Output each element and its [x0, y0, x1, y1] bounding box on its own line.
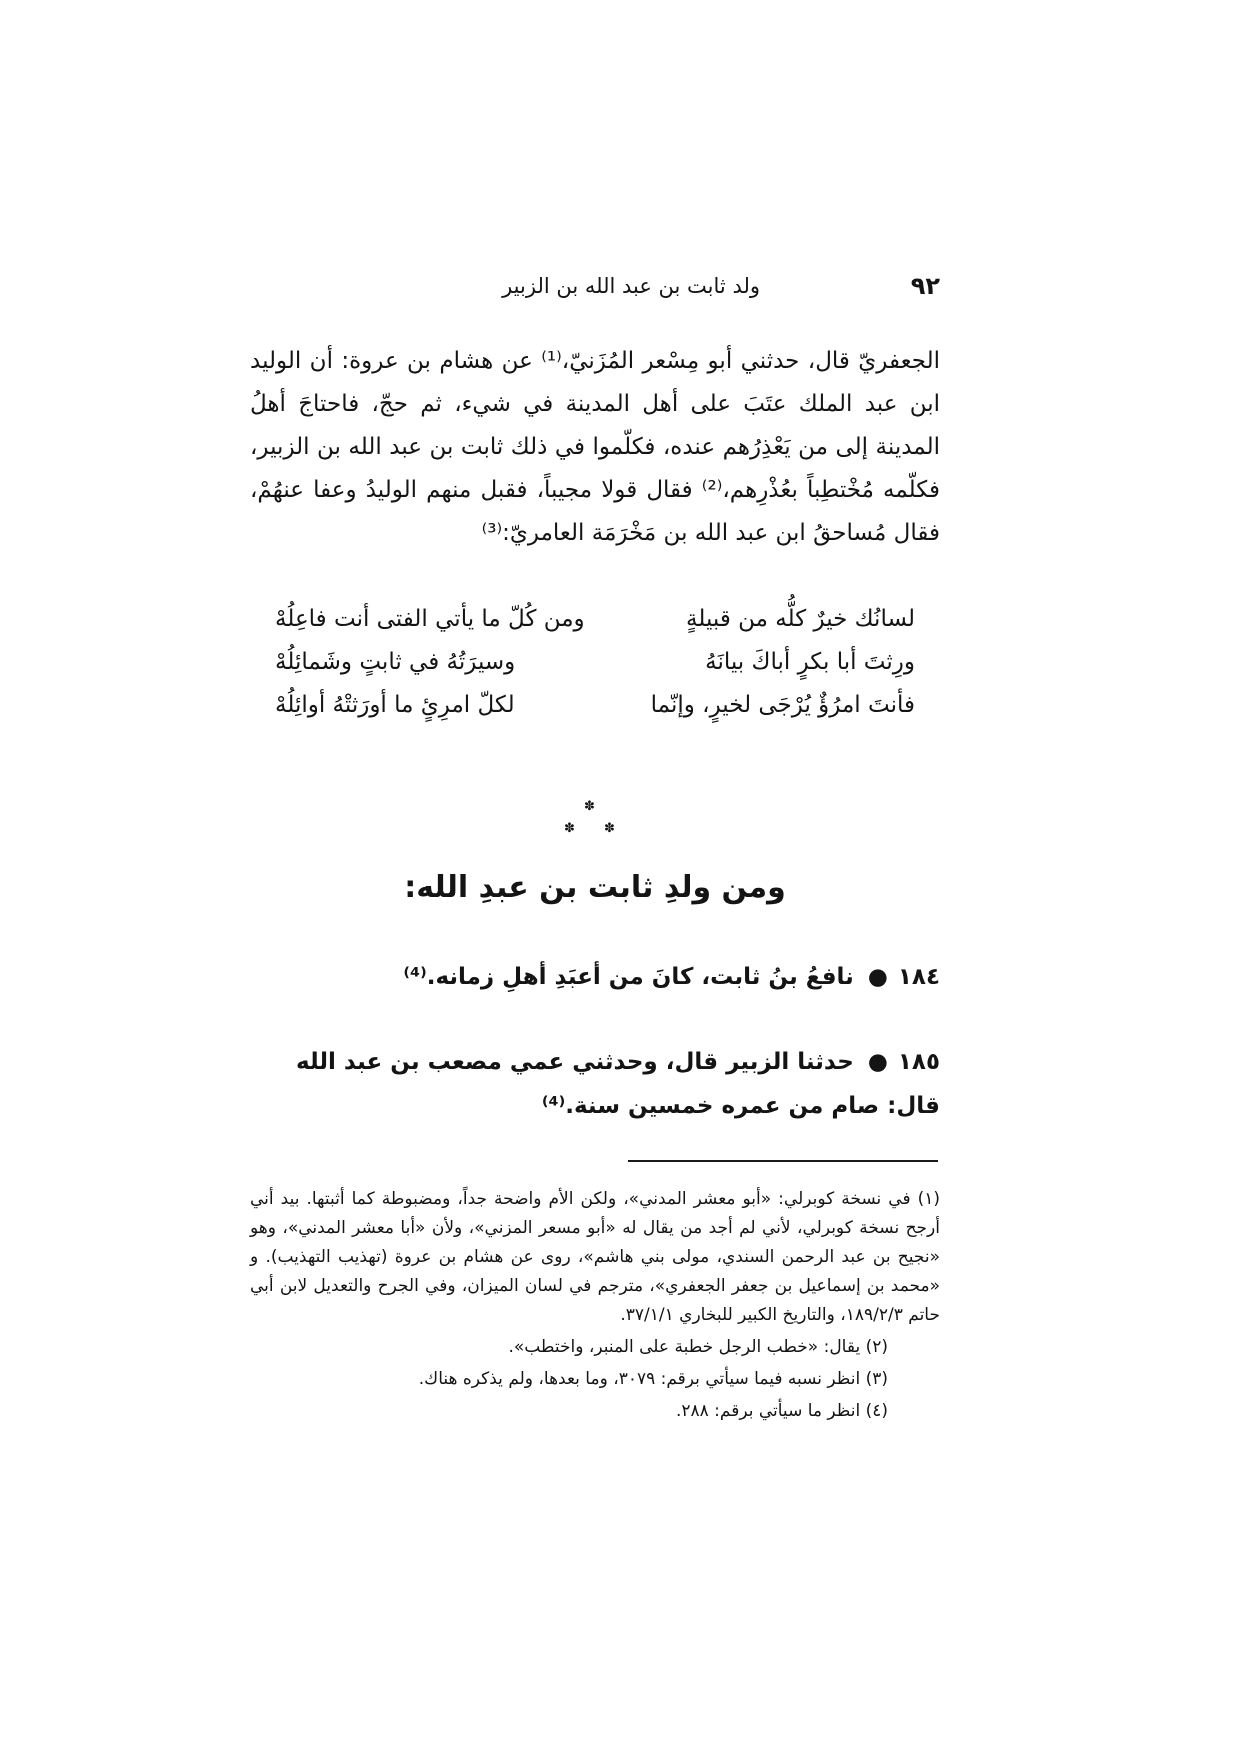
poem-hemistich-second: وسيرَتُهُ في ثابتٍ وشَمائِلُهْ: [275, 649, 516, 675]
section-heading: ومن ولدِ ثابت بن عبدِ الله:: [404, 870, 786, 905]
entry-text: نافعُ بنُ ثابت، كانَ من أعبَدِ أهلِ زمانه.⁽⁴⁾: [403, 964, 854, 990]
running-title: ولد ثابت بن عبد الله بن الزبير: [502, 274, 760, 298]
bullet-icon: ●: [867, 1049, 888, 1075]
footnotes: [250, 1185, 940, 1429]
body-paragraph-block: [250, 340, 940, 555]
footnote: (٤) انظر ما سيأتي برقم: ٢٨٨.: [675, 1401, 888, 1421]
star-ornament-icon: ✽: [564, 821, 575, 836]
body-paragraph: الجعفريّ قال، حدثني أبو مِسْعر المُزَنيّ،⁽¹⁾ عن هشام بن عروة: أن الوليد ابن عبد الملك عتَبَ على أهل المدينة في شيء، ثم حجّ، فاحتاجَ أهلُ المدينة إلى من يَعْذِرُهم عنده، فكلّموا في ذلك ثابت بن عبد الله بن الزبير، فكلّمه مُخْتطِباً بعُذْرِهم،⁽²⁾ فقال قولا مجيباً، فقبل منهم الوليدُ وعفا عنهُمْ، فقال مُساحقُ ابن عبد الله بن مَخْرَمَة العامريّ:⁽³⁾: [250, 348, 940, 546]
poem-hemistich-second: ومن كُلّ ما يأتي الفتى أنت فاعِلُهْ: [275, 606, 585, 632]
poem-verse: [275, 606, 915, 649]
page-header: [250, 272, 940, 308]
entry-text: حدثنا الزبير قال، وحدثني عمي مصعب بن عبد الله قال: صام من عمره خمسين سنة.⁽⁴⁾: [296, 1049, 940, 1119]
bullet-icon: ●: [867, 964, 888, 990]
page-number: ٩٢: [910, 272, 940, 300]
numbered-entry: [250, 1040, 940, 1128]
footnote: (١) في نسخة كوبرلي: «أبو معشر المدني»، ولكن الأم واضحة جداً، ومضبوطة كما أثبتها. بيد أني أرجح نسخة كوبرلي، لأني لم أجد من يقال له «أبو مسعر المزني»، ولأن «أبا معشر المدني»، وهو «نجيح بن عبد الرحمن السندي، مولى بني هاشم»، روى عن هشام بن عروة (تهذيب التهذيب). و «محمد بن إسماعيل بن جعفر الجعفري»، مترجم في لسان الميزان، وفي الجرح والتعديل لابن أبي حاتم ١٨٩/٢/٣، والتاريخ الكبير للبخاري ٣٧/١/١.: [250, 1189, 940, 1325]
footnote-separator: [628, 1160, 938, 1162]
poem-hemistich-first: لسانُك خيرٌ كلُّه من قبيلةٍ: [686, 606, 915, 632]
poem-hemistich-first: فأنتَ امرُؤٌ يُرْجَى لخيرٍ، وإنّما: [650, 692, 915, 718]
footnote: (٢) يقال: «خطب الرجل خطبة على المنبر، واختطب».: [508, 1337, 888, 1357]
poem-hemistich-second: لكلّ امرِئٍ ما أورَثتْهُ أوائِلُهْ: [275, 692, 515, 718]
section-divider-ornament: [560, 800, 620, 840]
poem-verse: [275, 692, 915, 735]
poem-verse: [275, 649, 915, 692]
star-ornament-icon: ✽: [604, 821, 615, 836]
poem-hemistich-first: ورِثتَ أبا بكرٍ أباكَ بيانَهُ: [705, 649, 915, 675]
entry-number: ١٨٤: [897, 964, 940, 990]
poem: [275, 606, 915, 735]
footnote: (٣) انظر نسبه فيما سيأتي برقم: ٣٠٧٩، وما بعدها، ولم يذكره هناك.: [418, 1369, 888, 1389]
star-ornament-icon: ✽: [584, 799, 595, 814]
numbered-entry: [250, 955, 940, 999]
entry-number: ١٨٥: [897, 1049, 940, 1075]
